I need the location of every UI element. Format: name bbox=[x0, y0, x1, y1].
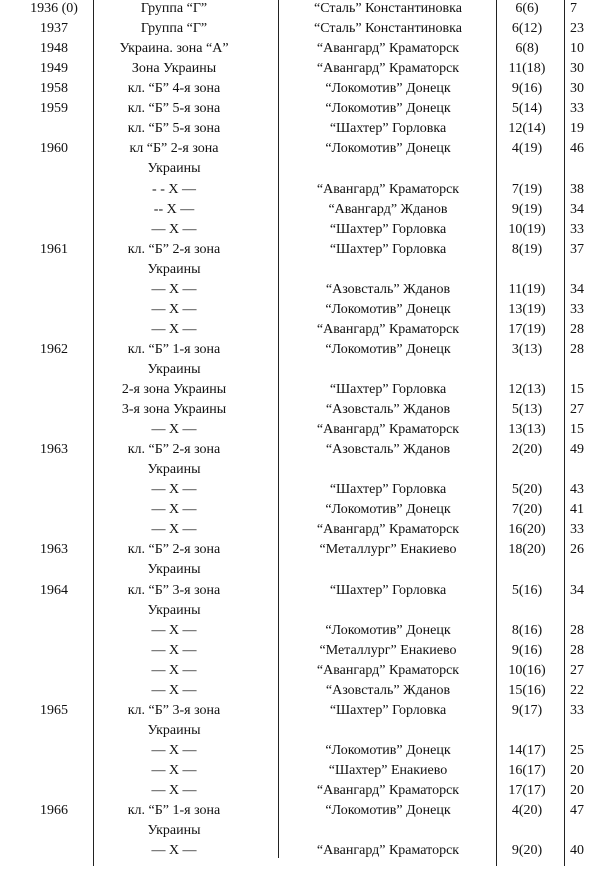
table-row bbox=[0, 220, 602, 240]
points-cell: 27 bbox=[570, 662, 584, 678]
team-cell: “Шахтер” Горловка bbox=[329, 702, 447, 718]
team-cell: “Авангард” Краматорск bbox=[316, 321, 460, 337]
points-cell: 33 bbox=[570, 702, 584, 718]
points-cell: 20 bbox=[570, 762, 584, 778]
zone-cell: — Х — bbox=[151, 281, 197, 297]
points-cell: 46 bbox=[570, 141, 584, 157]
zone-cell: — Х — bbox=[151, 221, 197, 237]
place-cell: 8(16) bbox=[511, 622, 543, 638]
table-row bbox=[0, 701, 602, 721]
zone-cell: Группа “Г” bbox=[140, 21, 208, 37]
team-cell: “Локомотив” Донецк bbox=[325, 502, 451, 518]
place-cell: 5(16) bbox=[511, 582, 543, 598]
points-cell: 28 bbox=[570, 622, 584, 638]
table-row bbox=[0, 681, 602, 701]
points-cell: 30 bbox=[570, 61, 584, 77]
table-row bbox=[0, 39, 602, 59]
team-cell: “Авангард” Жданов bbox=[328, 201, 448, 217]
table-row bbox=[0, 420, 602, 440]
year-cell: 1966 bbox=[40, 803, 68, 818]
team-cell: “Азовсталь” Жданов bbox=[325, 682, 451, 698]
place-cell: 12(13) bbox=[508, 381, 546, 397]
zone-cell: -- Х — bbox=[153, 201, 195, 217]
place-cell: 7(20) bbox=[511, 502, 543, 518]
table-row bbox=[0, 200, 602, 220]
points-cell: 19 bbox=[570, 121, 584, 137]
table-row bbox=[0, 240, 602, 260]
team-cell: “Авангард” Краматорск bbox=[316, 422, 460, 438]
team-cell: “Шахтер” Горловка bbox=[329, 241, 447, 257]
zone-cell: — Х — bbox=[151, 522, 197, 538]
zone-cell: — Х — bbox=[151, 843, 197, 859]
zone-cell: кл. “Б” 2-я зона bbox=[127, 241, 221, 257]
table-row bbox=[0, 400, 602, 420]
table-row bbox=[0, 500, 602, 520]
team-cell: “Авангард” Краматорск bbox=[316, 783, 460, 798]
team-cell: “Азовсталь” Жданов bbox=[325, 442, 451, 458]
place-cell: 4(19) bbox=[511, 141, 543, 157]
table-row bbox=[0, 360, 602, 380]
zone-cell: 2-я зона Украины bbox=[121, 381, 227, 397]
table-row bbox=[0, 0, 602, 19]
points-cell: 40 bbox=[570, 843, 584, 859]
zone-cell: кл. “Б” 3-я зона bbox=[127, 582, 221, 598]
team-cell: “Локомотив” Донецк bbox=[325, 622, 451, 638]
year-cell: 1958 bbox=[40, 81, 68, 97]
table-row bbox=[0, 380, 602, 400]
zone-cell: Украина. зона “А” bbox=[119, 41, 229, 57]
table-row bbox=[0, 79, 602, 99]
zone-cell: Украины bbox=[147, 823, 201, 839]
place-cell: 9(20) bbox=[511, 843, 543, 859]
team-cell: “Локомотив” Донецк bbox=[325, 301, 451, 317]
year-cell: 1936 (0) bbox=[30, 1, 78, 16]
table-row bbox=[0, 139, 602, 159]
place-cell: 6(12) bbox=[511, 21, 543, 37]
place-cell: 17(19) bbox=[508, 321, 546, 337]
team-cell: “Локомотив” Донецк bbox=[325, 81, 451, 97]
points-cell: 47 bbox=[570, 803, 584, 818]
table-row bbox=[0, 340, 602, 360]
points-cell: 7 bbox=[570, 1, 577, 16]
zone-cell: Украины bbox=[147, 602, 201, 618]
zone-cell: - - Х — bbox=[152, 181, 196, 197]
points-cell: 26 bbox=[570, 542, 584, 558]
zone-cell: кл. “Б” 1-я зона bbox=[127, 341, 221, 357]
table-row bbox=[0, 99, 602, 119]
team-cell: “Локомотив” Донецк bbox=[325, 341, 451, 357]
table-row bbox=[0, 480, 602, 500]
table-row bbox=[0, 581, 602, 601]
zone-cell: кл. “Б” 4-я зона bbox=[127, 81, 221, 97]
team-cell: “Авангард” Краматорск bbox=[316, 522, 460, 538]
place-cell: 6(8) bbox=[515, 41, 539, 57]
place-cell: 2(20) bbox=[511, 442, 543, 458]
zone-cell: Украины bbox=[147, 462, 201, 478]
table-row bbox=[0, 781, 602, 801]
table-row bbox=[0, 560, 602, 580]
team-cell: “Авангард” Краматорск bbox=[316, 41, 460, 57]
points-cell: 30 bbox=[570, 81, 584, 97]
zone-cell: — Х — bbox=[151, 622, 197, 638]
year-cell: 1949 bbox=[40, 61, 68, 77]
team-cell: “Авангард” Краматорск bbox=[316, 181, 460, 197]
place-cell: 5(20) bbox=[511, 482, 543, 498]
table-row bbox=[0, 721, 602, 741]
team-cell: “Металлург” Енакиево bbox=[319, 542, 457, 558]
team-cell: “Металлург” Енакиево bbox=[319, 642, 457, 658]
year-cell: 1937 bbox=[40, 21, 68, 37]
points-cell: 34 bbox=[570, 281, 584, 297]
table-row bbox=[0, 119, 602, 139]
place-cell: 10(16) bbox=[508, 662, 546, 678]
place-cell: 12(14) bbox=[508, 121, 546, 137]
table-row bbox=[0, 741, 602, 761]
zone-cell: кл. “Б” 5-я зона bbox=[127, 121, 221, 137]
table-row bbox=[0, 59, 602, 79]
table-row bbox=[0, 801, 602, 821]
team-cell: “Авангард” Краматорск bbox=[316, 843, 460, 859]
place-cell: 11(19) bbox=[508, 281, 546, 297]
team-cell: “Шахтер” Горловка bbox=[329, 482, 447, 498]
table-row bbox=[0, 661, 602, 681]
points-cell: 15 bbox=[570, 422, 584, 438]
table-row bbox=[0, 520, 602, 540]
table-row bbox=[0, 641, 602, 661]
place-cell: 8(19) bbox=[511, 241, 543, 257]
place-cell: 6(6) bbox=[515, 1, 539, 16]
team-cell: “Азовсталь” Жданов bbox=[325, 281, 451, 297]
place-cell: 9(17) bbox=[511, 702, 543, 718]
team-cell: “Авангард” Краматорск bbox=[316, 662, 460, 678]
place-cell: 9(16) bbox=[511, 642, 543, 658]
points-cell: 23 bbox=[570, 21, 584, 37]
table-row bbox=[0, 841, 602, 861]
zone-cell: — Х — bbox=[151, 301, 197, 317]
table-row bbox=[0, 320, 602, 340]
team-cell: “Шахтер” Горловка bbox=[329, 582, 447, 598]
points-cell: 41 bbox=[570, 502, 584, 518]
zone-cell: кл. “Б” 5-я зона bbox=[127, 101, 221, 117]
points-cell: 49 bbox=[570, 442, 584, 458]
place-cell: 16(17) bbox=[508, 762, 546, 778]
table-row bbox=[0, 280, 602, 300]
place-cell: 9(19) bbox=[511, 201, 543, 217]
table-row bbox=[0, 260, 602, 280]
points-cell: 28 bbox=[570, 341, 584, 357]
zone-cell: — Х — bbox=[151, 742, 197, 758]
team-cell: “Шахтер” Горловка bbox=[329, 381, 447, 397]
points-cell: 27 bbox=[570, 402, 584, 417]
table-row bbox=[0, 19, 602, 39]
team-cell: “Шахтер” Енакиево bbox=[328, 762, 448, 778]
table-row bbox=[0, 761, 602, 781]
zone-cell: кл. “Б” 1-я зона bbox=[127, 803, 221, 818]
zone-cell: — Х — bbox=[151, 422, 197, 438]
points-cell: 25 bbox=[570, 742, 584, 758]
table-row bbox=[0, 180, 602, 200]
year-cell: 1965 bbox=[40, 702, 68, 718]
zone-cell: — Х — bbox=[151, 502, 197, 518]
team-cell: “Азовсталь” Жданов bbox=[325, 402, 451, 417]
points-cell: 15 bbox=[570, 381, 584, 397]
table-row bbox=[0, 540, 602, 560]
points-cell: 37 bbox=[570, 241, 584, 257]
zone-cell: — Х — bbox=[151, 642, 197, 658]
place-cell: 7(19) bbox=[511, 181, 543, 197]
place-cell: 3(13) bbox=[511, 341, 543, 357]
team-cell: “Локомотив” Донецк bbox=[325, 742, 451, 758]
zone-cell: — Х — bbox=[151, 662, 197, 678]
table-row bbox=[0, 159, 602, 179]
zone-cell: — Х — bbox=[151, 682, 197, 698]
zone-cell: Зона Украины bbox=[131, 61, 217, 77]
table-row bbox=[0, 621, 602, 641]
zone-cell: Группа “Г” bbox=[140, 1, 208, 16]
year-cell: 1961 bbox=[40, 241, 68, 257]
zone-cell: Украины bbox=[147, 722, 201, 738]
zone-cell: 3-я зона Украины bbox=[121, 402, 227, 417]
points-cell: 43 bbox=[570, 482, 584, 498]
year-cell: 1962 bbox=[40, 341, 68, 357]
place-cell: 9(16) bbox=[511, 81, 543, 97]
place-cell: 13(19) bbox=[508, 301, 546, 317]
points-cell: 33 bbox=[570, 522, 584, 538]
zone-cell: кл “Б” 2-я зона bbox=[129, 141, 219, 157]
team-cell: “Локомотив” Донецк bbox=[325, 803, 451, 818]
place-cell: 10(19) bbox=[508, 221, 546, 237]
points-cell: 33 bbox=[570, 301, 584, 317]
zone-cell: кл. “Б” 2-я зона bbox=[127, 442, 221, 458]
table-row bbox=[0, 440, 602, 460]
year-cell: 1959 bbox=[40, 101, 68, 117]
place-cell: 18(20) bbox=[508, 542, 546, 558]
points-cell: 28 bbox=[570, 642, 584, 658]
points-cell: 34 bbox=[570, 201, 584, 217]
points-cell: 20 bbox=[570, 783, 584, 798]
zone-cell: кл. “Б” 3-я зона bbox=[127, 702, 221, 718]
points-cell: 10 bbox=[570, 41, 584, 57]
place-cell: 5(13) bbox=[511, 402, 543, 417]
points-cell: 38 bbox=[570, 181, 584, 197]
team-cell: “Авангард” Краматорск bbox=[316, 61, 460, 77]
points-cell: 22 bbox=[570, 682, 584, 698]
place-cell: 4(20) bbox=[511, 803, 543, 818]
points-cell: 34 bbox=[570, 582, 584, 598]
place-cell: 13(13) bbox=[508, 422, 546, 438]
place-cell: 17(17) bbox=[508, 783, 546, 798]
table-row bbox=[0, 601, 602, 621]
table-row bbox=[0, 460, 602, 480]
team-cell: “Шахтер” Горловка bbox=[329, 121, 447, 137]
zone-cell: Украины bbox=[147, 161, 201, 177]
zone-cell: — Х — bbox=[151, 762, 197, 778]
year-cell: 1963 bbox=[40, 542, 68, 558]
team-cell: “Сталь” Константиновка bbox=[314, 1, 462, 16]
team-cell: “Сталь” Константиновка bbox=[314, 21, 462, 37]
points-cell: 28 bbox=[570, 321, 584, 337]
team-cell: “Локомотив” Донецк bbox=[325, 141, 451, 157]
zone-cell: — Х — bbox=[151, 783, 197, 798]
place-cell: 11(18) bbox=[508, 61, 546, 77]
place-cell: 14(17) bbox=[508, 742, 546, 758]
place-cell: 15(16) bbox=[508, 682, 546, 698]
zone-cell: Украины bbox=[147, 261, 201, 277]
zone-cell: кл. “Б” 2-я зона bbox=[127, 542, 221, 558]
year-cell: 1960 bbox=[40, 141, 68, 157]
table-row bbox=[0, 821, 602, 841]
place-cell: 16(20) bbox=[508, 522, 546, 538]
points-cell: 33 bbox=[570, 221, 584, 237]
zone-cell: — Х — bbox=[151, 321, 197, 337]
year-cell: 1964 bbox=[40, 582, 68, 598]
place-cell: 5(14) bbox=[511, 101, 543, 117]
points-cell: 33 bbox=[570, 101, 584, 117]
team-cell: “Шахтер” Горловка bbox=[329, 221, 447, 237]
zone-cell: — Х — bbox=[151, 482, 197, 498]
table-row bbox=[0, 300, 602, 320]
year-cell: 1948 bbox=[40, 41, 68, 57]
team-cell: “Локомотив” Донецк bbox=[325, 101, 451, 117]
zone-cell: Украины bbox=[147, 562, 201, 578]
year-cell: 1963 bbox=[40, 442, 68, 458]
zone-cell: Украины bbox=[147, 361, 201, 377]
